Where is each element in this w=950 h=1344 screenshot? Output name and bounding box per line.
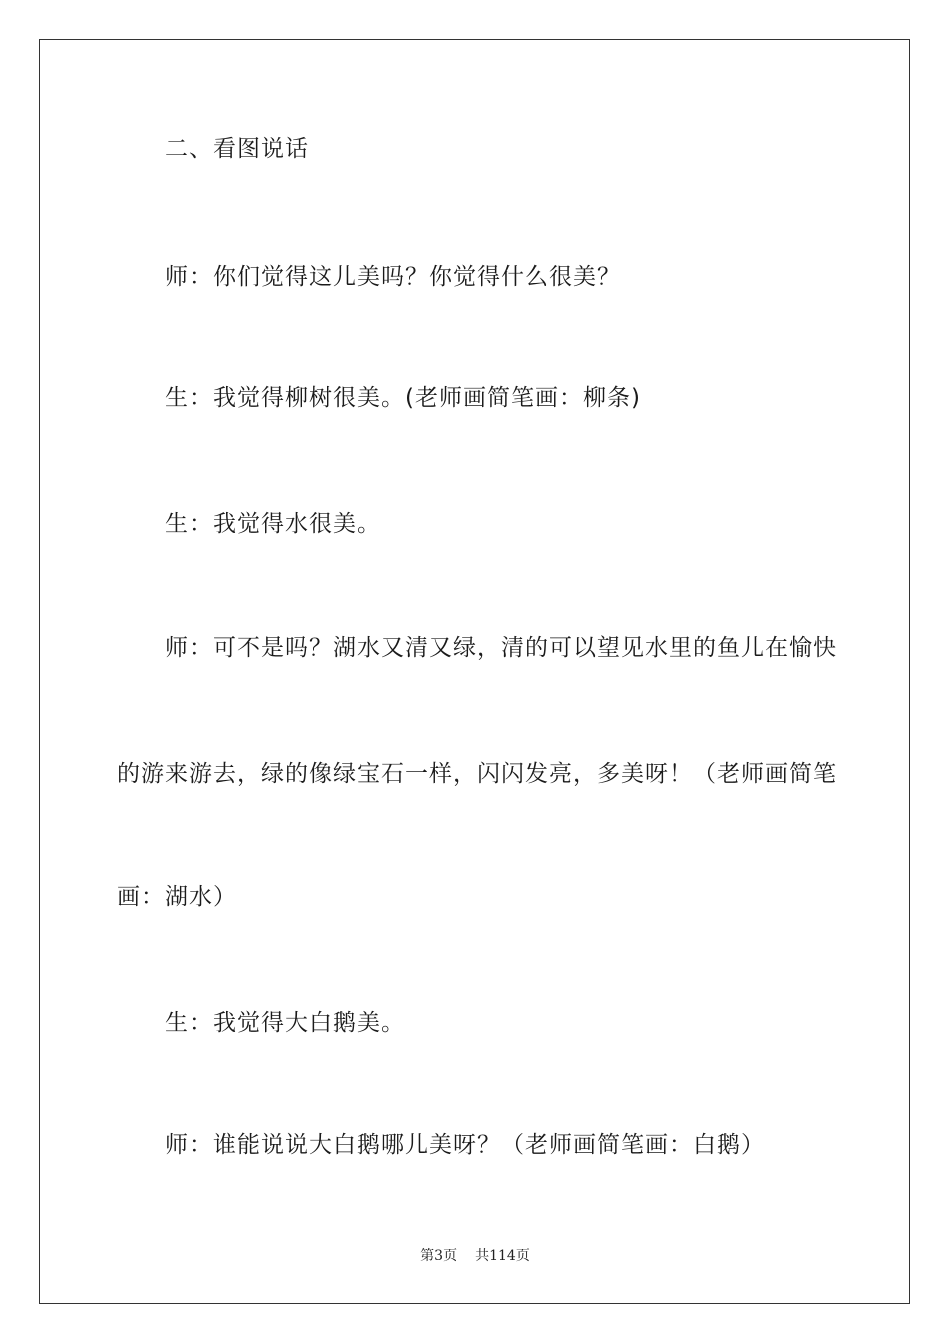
page-number: 第3页 [420,1248,458,1264]
paragraph-line: 师：谁能说说大白鹅哪儿美呀？（老师画简笔画：白鹅） [165,1132,765,1158]
page-footer [0,1247,950,1265]
paragraph-line: 生：我觉得大白鹅美。 [165,1010,405,1036]
paragraph-line: 的游来游去，绿的像绿宝石一样，闪闪发亮，多美呀！（老师画简笔 [117,761,837,787]
paragraph-line: 师：可不是吗？湖水又清又绿，清的可以望见水里的鱼儿在愉快 [165,635,837,661]
paragraph-line: 生：我觉得水很美。 [165,511,381,537]
paragraph-line: 生：我觉得柳树很美。(老师画简笔画：柳条) [165,385,641,411]
section-heading: 二、看图说话 [165,136,309,162]
total-pages: 共114页 [475,1248,530,1264]
paragraph-line: 师：你们觉得这儿美吗？你觉得什么很美？ [165,264,621,290]
paragraph-line: 画：湖水） [117,884,237,910]
page-border [39,39,910,1304]
